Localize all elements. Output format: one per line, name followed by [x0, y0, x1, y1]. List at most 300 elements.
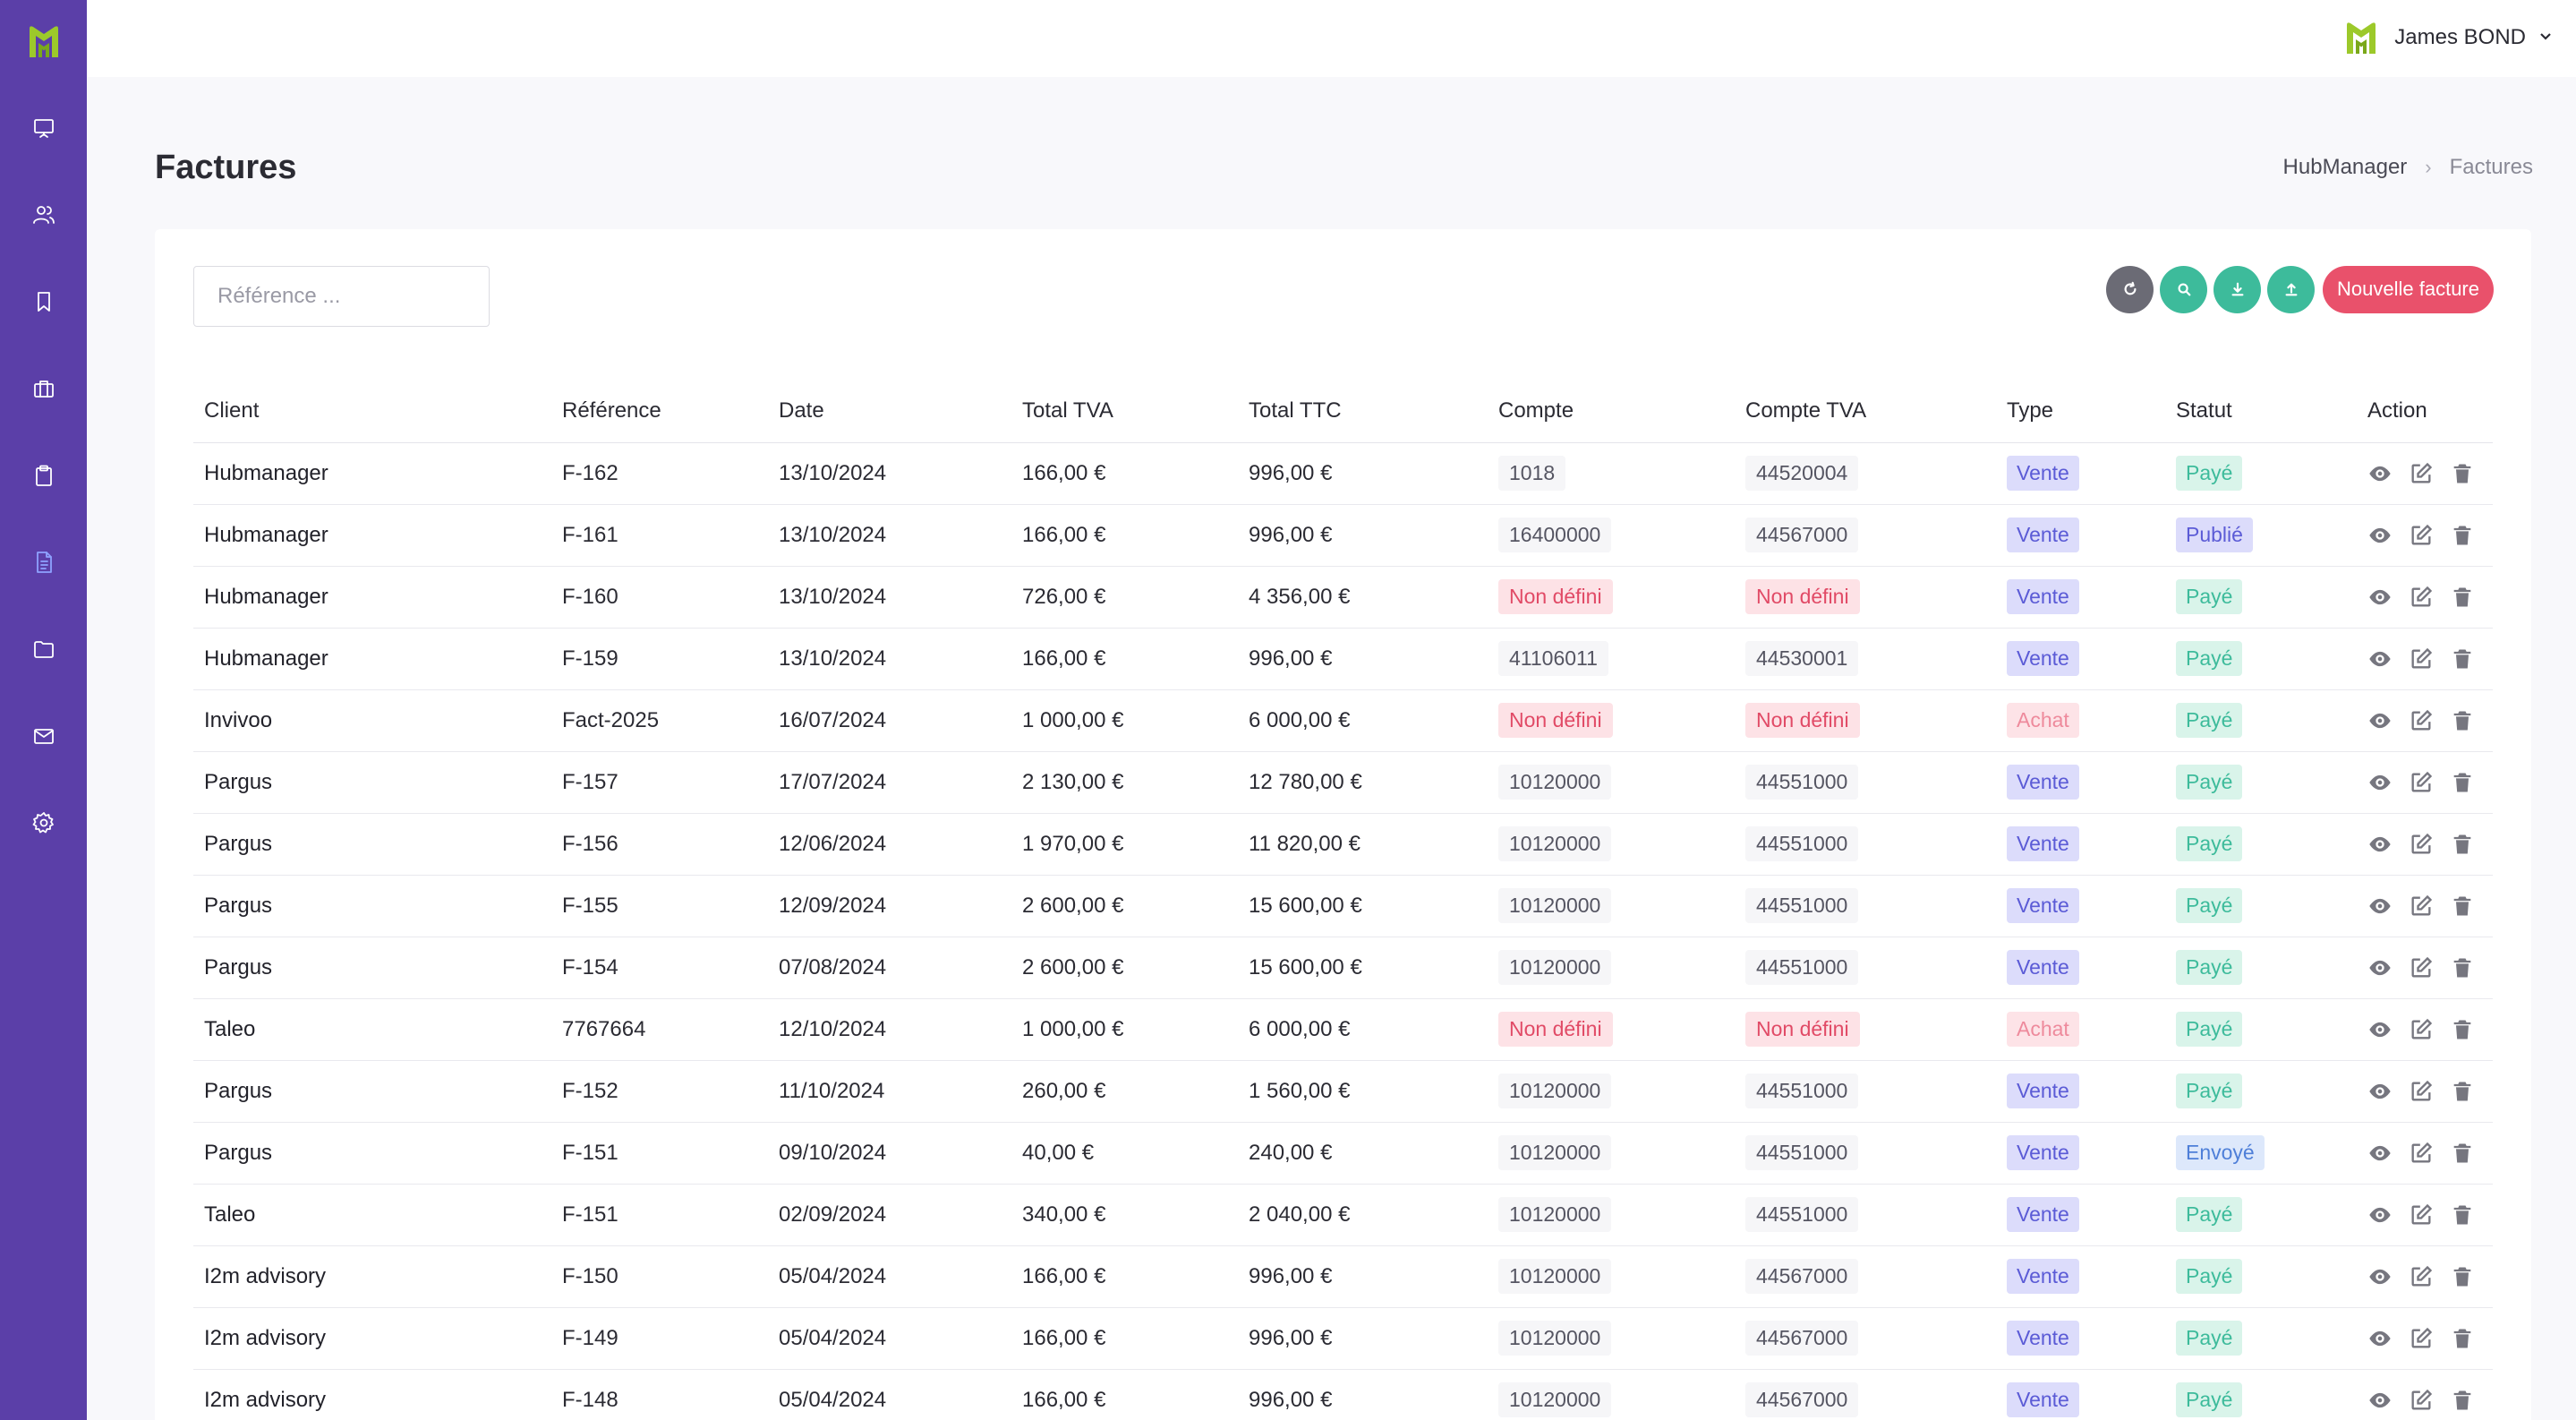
column-header: Date — [768, 380, 1011, 442]
edit-button[interactable] — [2409, 955, 2434, 980]
type-badge: Vente — [2007, 1259, 2079, 1294]
cell-actions — [2357, 442, 2493, 504]
column-header: Compte TVA — [1735, 380, 1996, 442]
cell-type — [1996, 504, 2165, 566]
cell-reference: F-160 — [551, 566, 768, 628]
compte-tva-badge: 44567000 — [1745, 1321, 1858, 1356]
cell-total-ttc: 996,00 € — [1238, 628, 1488, 689]
upload-icon — [2283, 281, 2299, 297]
compte-tva-badge: 44530001 — [1745, 641, 1858, 676]
breadcrumb — [2283, 155, 2533, 180]
cell-total-ttc: 996,00 € — [1238, 1245, 1488, 1307]
compte-badge: 10120000 — [1498, 950, 1611, 985]
gear-icon — [31, 810, 56, 835]
status-badge: Payé — [2176, 1321, 2242, 1356]
cell-actions — [2357, 998, 2493, 1060]
delete-button[interactable] — [2450, 1264, 2475, 1289]
cell-compte — [1488, 1184, 1735, 1245]
reference-search-input[interactable] — [193, 266, 490, 327]
delete-icon — [2450, 894, 2475, 919]
cell-compte-tva — [1735, 813, 1996, 875]
view-icon — [2367, 708, 2393, 733]
delete-button[interactable] — [2450, 832, 2475, 857]
delete-button[interactable] — [2450, 894, 2475, 919]
cell-statut — [2165, 442, 2357, 504]
cell-client: Hubmanager — [193, 504, 551, 566]
cell-type — [1996, 1184, 2165, 1245]
cell-compte-tva — [1735, 628, 1996, 689]
logo-icon — [26, 21, 62, 61]
presentation-icon — [31, 115, 56, 141]
cell-total-ttc: 11 820,00 € — [1238, 813, 1488, 875]
download-button[interactable] — [2213, 266, 2261, 313]
cell-compte — [1488, 813, 1735, 875]
cell-date: 12/06/2024 — [768, 813, 1011, 875]
cell-statut — [2165, 1307, 2357, 1369]
compte-badge: 10120000 — [1498, 826, 1611, 861]
view-button[interactable] — [2367, 708, 2393, 733]
status-badge: Payé — [2176, 1259, 2242, 1294]
cell-actions — [2357, 1245, 2493, 1307]
cell-total-tva: 166,00 € — [1011, 1245, 1238, 1307]
cell-type — [1996, 1307, 2165, 1369]
cell-statut — [2165, 628, 2357, 689]
cell-reference: F-148 — [551, 1369, 768, 1420]
edit-icon — [2409, 955, 2434, 980]
table-row[interactable] — [193, 504, 2493, 566]
table-row[interactable] — [193, 566, 2493, 628]
cell-type — [1996, 998, 2165, 1060]
type-badge: Vente — [2007, 950, 2079, 985]
table-row[interactable] — [193, 998, 2493, 1060]
cell-date: 12/10/2024 — [768, 998, 1011, 1060]
cell-total-ttc: 240,00 € — [1238, 1122, 1488, 1184]
breadcrumb-separator: › — [2425, 156, 2432, 178]
compte-badge: 10120000 — [1498, 1321, 1611, 1356]
type-badge: Vente — [2007, 518, 2079, 552]
cell-reference: F-150 — [551, 1245, 768, 1307]
sidebar-item-mail[interactable] — [0, 692, 87, 779]
cell-type — [1996, 442, 2165, 504]
cell-compte — [1488, 1060, 1735, 1122]
cell-total-ttc: 996,00 € — [1238, 1307, 1488, 1369]
table-body — [193, 442, 2493, 1420]
user-menu[interactable] — [2341, 16, 2553, 59]
sidebar-item-gear[interactable] — [0, 779, 87, 866]
view-button[interactable] — [2367, 770, 2393, 795]
cell-compte-tva — [1735, 1060, 1996, 1122]
edit-icon — [2409, 1388, 2434, 1413]
cell-type — [1996, 751, 2165, 813]
refresh-button[interactable] — [2106, 266, 2154, 313]
cell-actions — [2357, 1307, 2493, 1369]
delete-button[interactable] — [2450, 1141, 2475, 1166]
view-button[interactable] — [2367, 1017, 2393, 1042]
cell-compte — [1488, 689, 1735, 751]
compte-tva-badge: 44551000 — [1745, 950, 1858, 985]
cell-date: 16/07/2024 — [768, 689, 1011, 751]
edit-button[interactable] — [2409, 708, 2434, 733]
edit-button[interactable] — [2409, 894, 2434, 919]
compte-badge: Non défini — [1498, 579, 1613, 614]
sidebar-item-bookmark[interactable] — [0, 258, 87, 345]
cell-client: Pargus — [193, 813, 551, 875]
view-icon — [2367, 894, 2393, 919]
status-badge: Publié — [2176, 518, 2253, 552]
view-icon — [2367, 461, 2393, 486]
cell-compte-tva — [1735, 937, 1996, 998]
cell-compte — [1488, 1122, 1735, 1184]
cell-reference: F-162 — [551, 442, 768, 504]
sidebar-item-users[interactable] — [0, 171, 87, 258]
view-icon — [2367, 1326, 2393, 1351]
cell-client: Hubmanager — [193, 442, 551, 504]
cell-compte — [1488, 998, 1735, 1060]
delete-icon — [2450, 1141, 2475, 1166]
cell-total-tva: 1 000,00 € — [1011, 689, 1238, 751]
upload-button[interactable] — [2267, 266, 2315, 313]
cell-statut — [2165, 566, 2357, 628]
cell-type — [1996, 566, 2165, 628]
cell-date: 02/09/2024 — [768, 1184, 1011, 1245]
delete-button[interactable] — [2450, 585, 2475, 610]
cell-total-tva: 2 600,00 € — [1011, 937, 1238, 998]
cell-client: Invivoo — [193, 689, 551, 751]
edit-button[interactable] — [2409, 585, 2434, 610]
invoices-card — [155, 229, 2531, 1420]
cell-compte-tva — [1735, 504, 1996, 566]
cell-date: 13/10/2024 — [768, 566, 1011, 628]
invoices-table — [193, 380, 2493, 1420]
cell-type — [1996, 813, 2165, 875]
compte-tva-badge: 44567000 — [1745, 518, 1858, 552]
view-icon — [2367, 1264, 2393, 1289]
view-icon — [2367, 585, 2393, 610]
compte-tva-badge: 44520004 — [1745, 456, 1858, 491]
view-button[interactable] — [2367, 1202, 2393, 1228]
cell-compte — [1488, 1307, 1735, 1369]
delete-button[interactable] — [2450, 523, 2475, 548]
view-button[interactable] — [2367, 1141, 2393, 1166]
table-row[interactable] — [193, 937, 2493, 998]
user-name: James BOND — [2394, 25, 2526, 49]
topbar — [87, 0, 2576, 77]
view-button[interactable] — [2367, 1388, 2393, 1413]
cell-total-tva: 1 970,00 € — [1011, 813, 1238, 875]
table-row[interactable] — [193, 442, 2493, 504]
view-icon — [2367, 1141, 2393, 1166]
cell-statut — [2165, 1060, 2357, 1122]
table-row[interactable] — [193, 1245, 2493, 1307]
delete-button[interactable] — [2450, 646, 2475, 672]
breadcrumb-current: Factures — [2449, 155, 2533, 179]
edit-icon — [2409, 1264, 2434, 1289]
edit-button[interactable] — [2409, 461, 2434, 486]
edit-button[interactable] — [2409, 1202, 2434, 1228]
cell-total-tva: 166,00 € — [1011, 1369, 1238, 1420]
cell-actions — [2357, 566, 2493, 628]
edit-button[interactable] — [2409, 1079, 2434, 1104]
cell-type — [1996, 937, 2165, 998]
compte-badge: 10120000 — [1498, 1382, 1611, 1417]
view-button[interactable] — [2367, 894, 2393, 919]
compte-badge: 10120000 — [1498, 888, 1611, 923]
cell-date: 05/04/2024 — [768, 1369, 1011, 1420]
page-title: Factures — [155, 148, 297, 186]
toolbar — [2106, 266, 2494, 312]
cell-type — [1996, 875, 2165, 937]
delete-icon — [2450, 955, 2475, 980]
cell-actions — [2357, 937, 2493, 998]
cell-total-tva: 726,00 € — [1011, 566, 1238, 628]
cell-compte — [1488, 751, 1735, 813]
compte-tva-badge: 44567000 — [1745, 1382, 1858, 1417]
delete-icon — [2450, 1388, 2475, 1413]
edit-icon — [2409, 585, 2434, 610]
edit-button[interactable] — [2409, 1388, 2434, 1413]
delete-button[interactable] — [2450, 1017, 2475, 1042]
cell-compte-tva — [1735, 1184, 1996, 1245]
type-badge: Vente — [2007, 456, 2079, 491]
cell-total-tva: 166,00 € — [1011, 504, 1238, 566]
view-icon — [2367, 523, 2393, 548]
cell-date: 09/10/2024 — [768, 1122, 1011, 1184]
cell-total-ttc: 4 356,00 € — [1238, 566, 1488, 628]
breadcrumb-home[interactable]: HubManager — [2282, 155, 2408, 179]
mail-icon — [31, 723, 56, 748]
cell-total-ttc: 6 000,00 € — [1238, 998, 1488, 1060]
cell-statut — [2165, 751, 2357, 813]
view-button[interactable] — [2367, 461, 2393, 486]
compte-badge: 10120000 — [1498, 1074, 1611, 1108]
edit-button[interactable] — [2409, 1141, 2434, 1166]
cell-date: 17/07/2024 — [768, 751, 1011, 813]
type-badge: Achat — [2007, 1012, 2079, 1047]
delete-icon — [2450, 523, 2475, 548]
edit-button[interactable] — [2409, 1017, 2434, 1042]
delete-button[interactable] — [2450, 1326, 2475, 1351]
cell-statut — [2165, 1184, 2357, 1245]
delete-button[interactable] — [2450, 1388, 2475, 1413]
compte-badge: 10120000 — [1498, 1259, 1611, 1294]
cell-compte — [1488, 1245, 1735, 1307]
status-badge: Payé — [2176, 456, 2242, 491]
compte-tva-badge: 44551000 — [1745, 1135, 1858, 1170]
edit-icon — [2409, 461, 2434, 486]
cell-total-tva: 260,00 € — [1011, 1060, 1238, 1122]
status-badge: Payé — [2176, 826, 2242, 861]
status-badge: Envoyé — [2176, 1135, 2265, 1170]
status-badge: Payé — [2176, 703, 2242, 738]
edit-icon — [2409, 770, 2434, 795]
edit-icon — [2409, 708, 2434, 733]
cell-compte — [1488, 937, 1735, 998]
type-badge: Vente — [2007, 1135, 2079, 1170]
edit-button[interactable] — [2409, 523, 2434, 548]
status-badge: Payé — [2176, 1012, 2242, 1047]
table-row[interactable] — [193, 628, 2493, 689]
delete-icon — [2450, 1017, 2475, 1042]
folder-icon — [31, 637, 56, 662]
table-row[interactable] — [193, 1184, 2493, 1245]
view-button[interactable] — [2367, 955, 2393, 980]
cell-total-tva: 2 130,00 € — [1011, 751, 1238, 813]
edit-button[interactable] — [2409, 646, 2434, 672]
cell-actions — [2357, 1122, 2493, 1184]
page-header — [155, 134, 2533, 201]
view-button[interactable] — [2367, 1079, 2393, 1104]
delete-icon — [2450, 770, 2475, 795]
table-row[interactable] — [193, 689, 2493, 751]
delete-button[interactable] — [2450, 1202, 2475, 1228]
edit-button[interactable] — [2409, 832, 2434, 857]
cell-client: I2m advisory — [193, 1307, 551, 1369]
new-invoice-button[interactable]: Nouvelle facture — [2323, 266, 2494, 313]
edit-icon — [2409, 1017, 2434, 1042]
cell-actions — [2357, 875, 2493, 937]
compte-badge: 10120000 — [1498, 1197, 1611, 1232]
cell-compte — [1488, 566, 1735, 628]
column-header: Total TTC — [1238, 380, 1488, 442]
view-button[interactable] — [2367, 585, 2393, 610]
cell-client: Pargus — [193, 751, 551, 813]
cell-compte — [1488, 628, 1735, 689]
view-button[interactable] — [2367, 832, 2393, 857]
sidebar-item-briefcase[interactable] — [0, 345, 87, 432]
app-logo[interactable] — [22, 20, 65, 63]
delete-icon — [2450, 1202, 2475, 1228]
cell-client: Pargus — [193, 1122, 551, 1184]
cell-compte-tva — [1735, 1122, 1996, 1184]
cell-total-tva: 166,00 € — [1011, 1307, 1238, 1369]
edit-icon — [2409, 1326, 2434, 1351]
cell-client: Taleo — [193, 998, 551, 1060]
cell-total-ttc: 12 780,00 € — [1238, 751, 1488, 813]
cell-client: Hubmanager — [193, 566, 551, 628]
delete-icon — [2450, 461, 2475, 486]
download-icon — [2230, 281, 2246, 297]
cell-total-ttc: 996,00 € — [1238, 1369, 1488, 1420]
cell-reference: F-157 — [551, 751, 768, 813]
edit-icon — [2409, 1079, 2434, 1104]
table-row[interactable] — [193, 1122, 2493, 1184]
cell-compte-tva — [1735, 1369, 1996, 1420]
cell-statut — [2165, 1369, 2357, 1420]
cell-statut — [2165, 504, 2357, 566]
compte-tva-badge: 44551000 — [1745, 1197, 1858, 1232]
view-button[interactable] — [2367, 646, 2393, 672]
edit-icon — [2409, 1202, 2434, 1228]
cell-total-ttc: 996,00 € — [1238, 504, 1488, 566]
cell-actions — [2357, 689, 2493, 751]
table-row[interactable] — [193, 751, 2493, 813]
search-button[interactable] — [2160, 266, 2207, 313]
refresh-icon — [2122, 281, 2138, 297]
status-badge: Payé — [2176, 1074, 2242, 1108]
view-icon — [2367, 955, 2393, 980]
type-badge: Vente — [2007, 765, 2079, 800]
cell-compte-tva — [1735, 998, 1996, 1060]
cell-total-tva: 40,00 € — [1011, 1122, 1238, 1184]
cell-total-ttc: 15 600,00 € — [1238, 937, 1488, 998]
column-header: Action — [2357, 380, 2493, 442]
cell-type — [1996, 1369, 2165, 1420]
sidebar-item-clipboard[interactable] — [0, 432, 87, 518]
cell-date: 13/10/2024 — [768, 442, 1011, 504]
chevron-down-icon[interactable] — [2538, 29, 2553, 47]
cell-total-ttc: 15 600,00 € — [1238, 875, 1488, 937]
cell-date: 07/08/2024 — [768, 937, 1011, 998]
compte-badge: 16400000 — [1498, 518, 1611, 552]
cell-client: Taleo — [193, 1184, 551, 1245]
status-badge: Payé — [2176, 950, 2242, 985]
compte-tva-badge: Non défini — [1745, 579, 1860, 614]
cell-statut — [2165, 875, 2357, 937]
cell-type — [1996, 1060, 2165, 1122]
delete-button[interactable] — [2450, 1079, 2475, 1104]
table-row[interactable] — [193, 1060, 2493, 1122]
delete-button[interactable] — [2450, 770, 2475, 795]
users-icon — [31, 202, 56, 227]
sidebar-item-presentation[interactable] — [0, 84, 87, 171]
cell-type — [1996, 1122, 2165, 1184]
briefcase-icon — [31, 376, 56, 401]
view-icon — [2367, 1388, 2393, 1413]
cell-reference: F-151 — [551, 1184, 768, 1245]
cell-compte-tva — [1735, 875, 1996, 937]
column-header: Statut — [2165, 380, 2357, 442]
table-row[interactable] — [193, 1369, 2493, 1420]
delete-button[interactable] — [2450, 955, 2475, 980]
status-badge: Payé — [2176, 888, 2242, 923]
sidebar-item-folder[interactable] — [0, 605, 87, 692]
type-badge: Vente — [2007, 579, 2079, 614]
compte-badge: 41106011 — [1498, 641, 1608, 676]
edit-button[interactable] — [2409, 1264, 2434, 1289]
type-badge: Vente — [2007, 826, 2079, 861]
table-row[interactable] — [193, 813, 2493, 875]
cell-total-tva: 166,00 € — [1011, 628, 1238, 689]
cell-client: I2m advisory — [193, 1369, 551, 1420]
compte-badge: Non défini — [1498, 1012, 1613, 1047]
cell-reference: F-159 — [551, 628, 768, 689]
view-button[interactable] — [2367, 523, 2393, 548]
table-row[interactable] — [193, 875, 2493, 937]
cell-statut — [2165, 1245, 2357, 1307]
view-icon — [2367, 1079, 2393, 1104]
compte-badge: 10120000 — [1498, 765, 1611, 800]
edit-button[interactable] — [2409, 1326, 2434, 1351]
sidebar-item-document[interactable] — [0, 518, 87, 605]
cell-total-tva: 1 000,00 € — [1011, 998, 1238, 1060]
clipboard-icon — [31, 463, 56, 488]
column-header: Total TVA — [1011, 380, 1238, 442]
delete-icon — [2450, 646, 2475, 672]
edit-button[interactable] — [2409, 770, 2434, 795]
delete-button[interactable] — [2450, 461, 2475, 486]
compte-tva-badge: 44551000 — [1745, 888, 1858, 923]
table-row[interactable] — [193, 1307, 2493, 1369]
delete-icon — [2450, 832, 2475, 857]
cell-reference: F-154 — [551, 937, 768, 998]
compte-badge: 1018 — [1498, 456, 1565, 491]
view-button[interactable] — [2367, 1264, 2393, 1289]
delete-icon — [2450, 708, 2475, 733]
view-button[interactable] — [2367, 1326, 2393, 1351]
cell-total-ttc: 996,00 € — [1238, 442, 1488, 504]
cell-reference: F-155 — [551, 875, 768, 937]
delete-button[interactable] — [2450, 708, 2475, 733]
